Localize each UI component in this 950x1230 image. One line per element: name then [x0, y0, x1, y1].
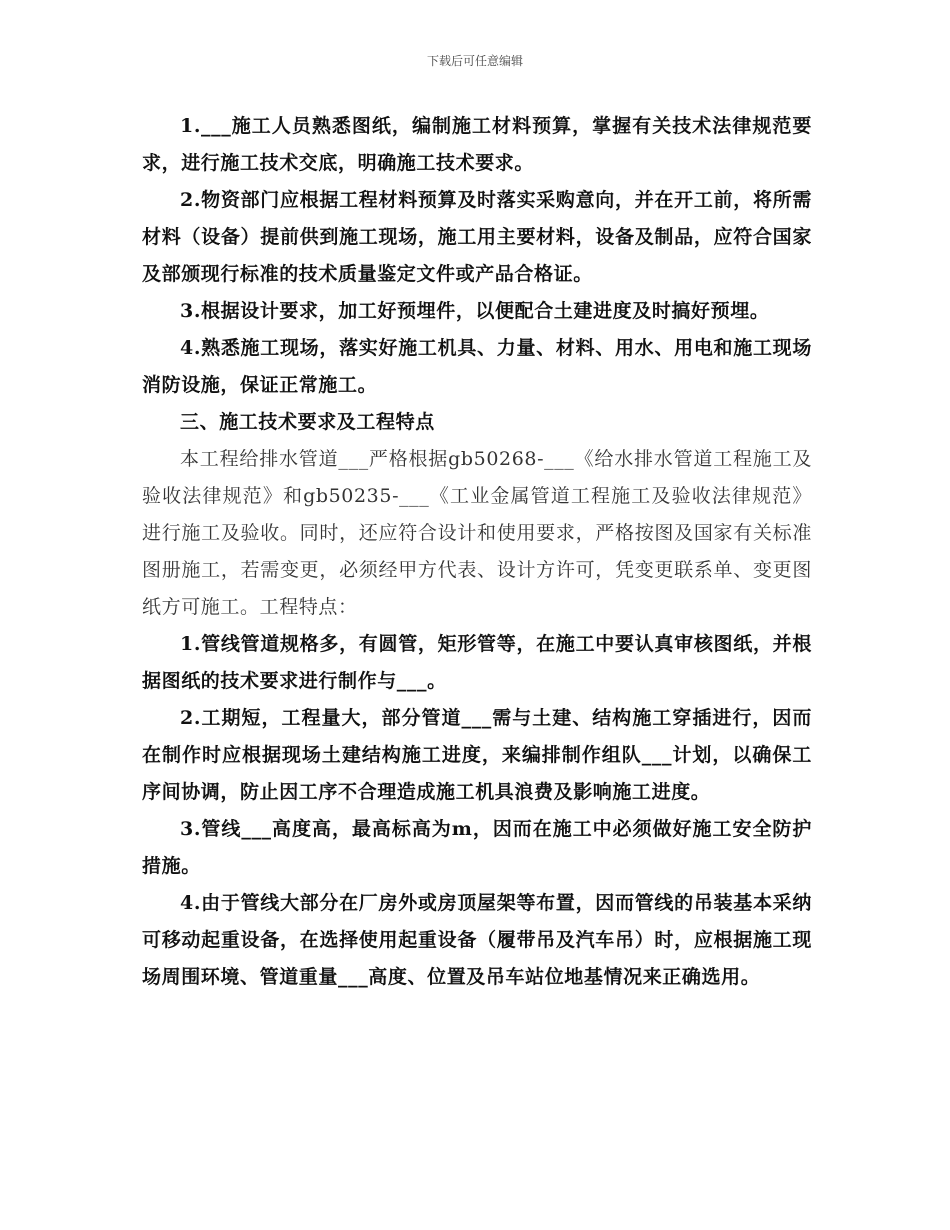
paragraph-feature-3: 3.管线___高度高，最高标高为m，因而在施工中必须做好施工安全防护措施。 [142, 818, 812, 877]
paragraph-feature-1: 1.管线管道规格多，有圆管，矩形管等，在施工中要认真审核图纸，并根据图纸的技术要求进行制作与___。 [142, 633, 812, 692]
paragraph-feature-4: 4.由于管线大部分在厂房外或房顶屋架等布置，因而管线的吊装基本采纳可移动起重设备，在选择使用起重设备（履带吊及汽车吊）时，应根据施工现场周围环境、管道重量___高度、位置及吊车站位地基情况来正确选用。 [142, 892, 812, 988]
document-body [142, 108, 812, 996]
page-header-note: 下载后可任意编辑 [426, 54, 523, 68]
paragraph-prep-1: 1.___施工人员熟悉图纸，编制施工材料预算，掌握有关技术法律规范要求，进行施工技术交底，明确施工技术要求。 [142, 115, 812, 174]
paragraph-prep-2: 2.物资部门应根据工程材料预算及时落实采购意向，并在开工前，将所需材料（设备）提前供到施工现场，施工用主要材料，设备及制品，应符合国家及部颁现行标准的技术质量鉴定文件或产品合格证。 [142, 189, 812, 285]
paragraph-standards: 本工程给排水管道___严格根据gb50268-___《给水排水管道工程施工及验收法律规范》和gb50235-___《工业金属管道工程施工及验收法律规范》进行施工及验收。同时，还应符合设计和使用要求，严格按图及国家有关标准图册施工，若需变更，必须经甲方代表、设计方许可，凭变更联系单、变更图纸方可施工。工程特点： [142, 448, 812, 618]
paragraph-feature-2: 2.工期短，工程量大，部分管道___需与土建、结构施工穿插进行，因而在制作时应根据现场土建结构施工进度，来编排制作组队___计划，以确保工序间协调，防止因工序不合理造成施工机具浪费及影响施工进度。 [142, 707, 812, 803]
paragraph-prep-4: 4.熟悉施工现场，落实好施工机具、力量、材料、用水、用电和施工现场消防设施，保证正常施工。 [142, 337, 812, 396]
section-heading: 三、施工技术要求及工程特点 [180, 411, 435, 433]
paragraph-prep-3: 3.根据设计要求，加工好预埋件，以便配合土建进度及时搞好预埋。 [180, 300, 770, 322]
